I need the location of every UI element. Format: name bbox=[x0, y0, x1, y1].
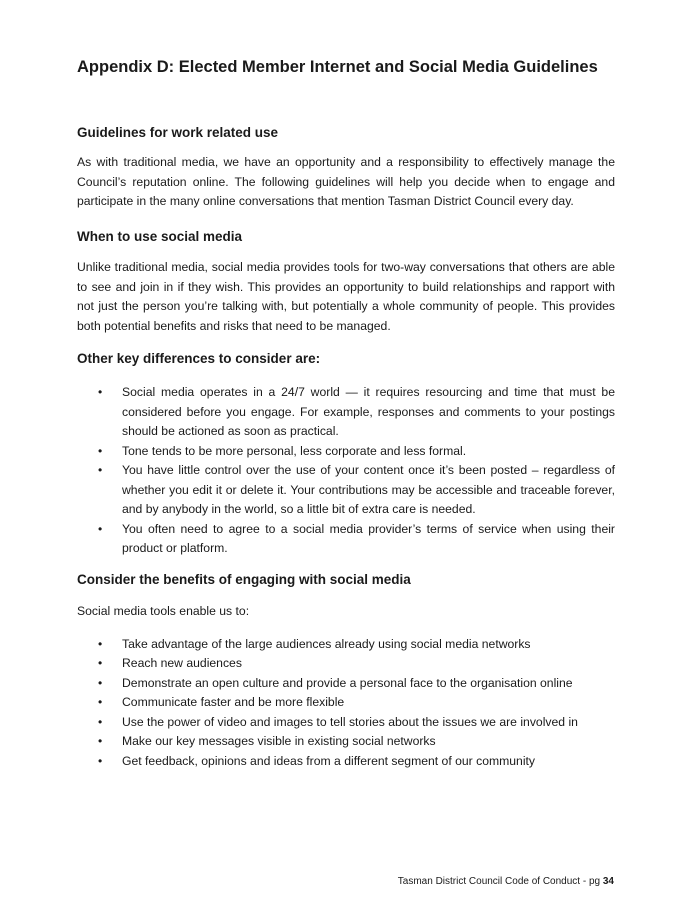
page-title: Appendix D: Elected Member Internet and Social Media Guidelines bbox=[77, 58, 598, 76]
section-paragraph: Unlike traditional media, social media provides tools for two-way conversations that others are able to see and join in if they wish. This provides an opportunity to build relationships and rapport with not just the person you’re talking with, but potentially a whole community of people. This provides both potential benefits and risks that need to be managed. bbox=[77, 260, 615, 333]
list-item: • Use the power of video and images to tell stories about the issues we are involved in bbox=[77, 713, 615, 733]
list-item: • Make our key messages visible in existing social networks bbox=[77, 732, 615, 752]
section-key-differences bbox=[77, 350, 615, 559]
section-when-to-use bbox=[77, 228, 615, 336]
section-heading: Other key differences to consider are: bbox=[77, 351, 321, 366]
bullet-icon: • bbox=[98, 714, 103, 729]
bullet-icon: • bbox=[98, 734, 103, 748]
list-item: • You have little control over the use of your content once it’s been posted – regardless of whether you edit it or delete it. Your contributions may be accessible and traceable forever, and by anybody in the world, so a little bit of extra care is needed. bbox=[98, 463, 615, 516]
footer-text: Tasman District Council Code of Conduct - pg bbox=[397, 876, 603, 887]
list-item: • Get feedback, opinions and ideas from a different segment of our community bbox=[77, 752, 615, 772]
section-work-related-use bbox=[77, 124, 615, 212]
key-differences-list bbox=[77, 383, 615, 559]
list-item: • Social media operates in a 24/7 world — it requires resourcing and time that must be considered before you engage. For example, responses and comments to your postings should be actioned as soon as practical. bbox=[98, 385, 615, 438]
section-heading: When to use social media bbox=[77, 229, 243, 244]
bullet-icon: • bbox=[98, 753, 103, 768]
bullet-icon: • bbox=[98, 385, 103, 399]
list-item: • Communicate faster and be more flexible bbox=[77, 693, 615, 713]
benefits-list bbox=[77, 635, 615, 772]
section-heading: Consider the benefits of engaging with social media bbox=[77, 572, 411, 587]
section-paragraph: As with traditional media, we have an opportunity and a responsibility to effectively manage the Council’s reputation online. The following guidelines will help you decide when to engage and participate in the many online conversations that mention Tasman District Council every day. bbox=[77, 155, 615, 208]
list-item: • Tone tends to be more personal, less corporate and less formal. bbox=[77, 442, 615, 462]
page-footer bbox=[398, 875, 614, 889]
bullet-icon: • bbox=[98, 636, 103, 651]
bullet-icon: • bbox=[98, 521, 103, 536]
list-item: • You often need to agree to a social media provider’s terms of service when using their product or platform. bbox=[98, 521, 615, 555]
page-number: 34 bbox=[602, 876, 614, 887]
bullet-icon: • bbox=[98, 443, 103, 458]
section-heading: Guidelines for work related use bbox=[77, 125, 279, 140]
bullet-icon: • bbox=[98, 695, 103, 709]
list-item: • Take advantage of the large audiences already using social media networks bbox=[77, 635, 615, 655]
bullet-icon: • bbox=[98, 463, 103, 477]
section-paragraph: Social media tools enable us to: bbox=[77, 604, 250, 618]
list-item: • Reach new audiences bbox=[77, 654, 615, 674]
list-item: • Demonstrate an open culture and provide a personal face to the organisation online bbox=[77, 674, 615, 694]
bullet-icon: • bbox=[98, 675, 103, 690]
bullet-icon: • bbox=[98, 656, 103, 670]
section-benefits bbox=[77, 571, 615, 771]
